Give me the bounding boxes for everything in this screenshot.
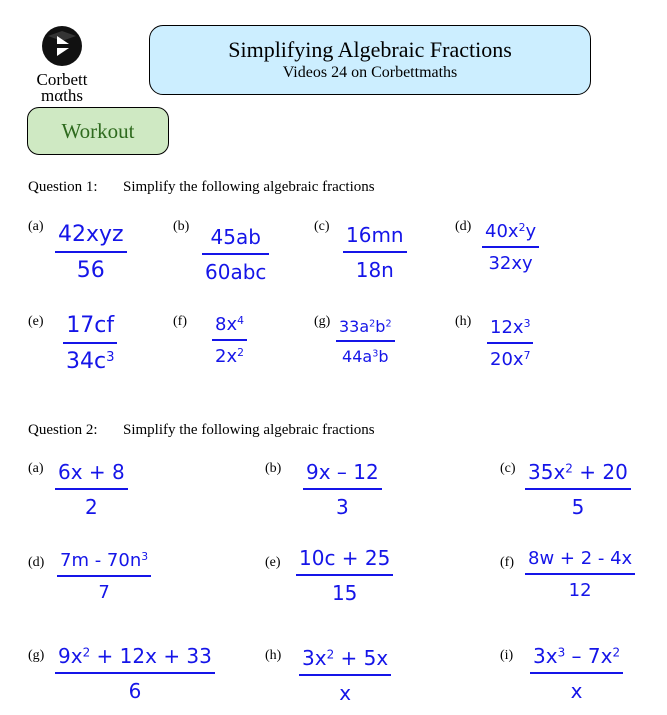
q2h-denominator: x <box>339 681 352 705</box>
q2g-label: (g) <box>28 648 45 663</box>
q2b-fraction <box>303 460 382 519</box>
q2g-fraction <box>55 644 215 703</box>
q2d-denominator: 7 <box>98 582 110 603</box>
fraction-bar <box>303 488 382 490</box>
q1g-fraction <box>336 317 395 366</box>
q1c-label: (c) <box>314 219 330 234</box>
q2d-label: (d) <box>28 555 45 570</box>
q2i-fraction <box>530 644 623 703</box>
fraction-bar <box>525 488 631 490</box>
fraction-bar <box>299 674 391 676</box>
q2b-numerator: 9x – 12 <box>306 460 379 484</box>
q2i-numerator: $3x^3 - 7x^2$ <box>533 644 621 668</box>
q2g-denominator: 6 <box>128 679 142 703</box>
fraction-bar <box>57 575 151 577</box>
q1g-denominator: $44a^3b$ <box>342 347 389 366</box>
fraction-bar <box>525 573 635 575</box>
q2f-numerator: 8w + 2 - 4x <box>528 548 633 569</box>
fraction-bar <box>530 672 623 674</box>
q1f-fraction <box>212 314 247 367</box>
q2c-fraction <box>525 460 631 519</box>
q1d-label: (d) <box>455 219 472 234</box>
q2g-numerator: $9x^2 + 12x + 33$ <box>58 644 212 668</box>
q1c-numerator: 16mn <box>346 223 404 247</box>
q1a-denominator: 56 <box>76 258 105 283</box>
q1a-fraction <box>55 222 127 283</box>
q1g-label: (g) <box>314 314 331 329</box>
q1d-denominator: 32xy <box>488 253 533 274</box>
q1e-label: (e) <box>28 314 44 329</box>
q2e-numerator: 10c + 25 <box>299 546 391 570</box>
page-subtitle: Videos 24 on Corbettmaths <box>282 64 458 81</box>
fraction-bar <box>296 574 393 576</box>
q2e-denominator: 15 <box>331 581 358 605</box>
page-title: Simplifying Algebraic Fractions <box>228 37 512 62</box>
play-logo-icon <box>40 24 84 68</box>
question2-prompt: Simplify the following algebraic fractions <box>123 422 375 438</box>
q2f-fraction <box>525 548 635 601</box>
q1b-label: (b) <box>173 219 190 234</box>
q1a-numerator: 42xyz <box>58 222 124 247</box>
q1c-denominator: 18n <box>355 258 394 282</box>
q2d-fraction <box>57 550 151 603</box>
q2a-label: (a) <box>28 461 44 476</box>
q1e-fraction <box>63 313 117 374</box>
q2c-label: (c) <box>500 461 516 476</box>
workout-badge: Workout <box>27 107 169 155</box>
q2b-label: (b) <box>265 461 282 476</box>
question1-number: Question 1: <box>28 179 98 195</box>
question1-prompt: Simplify the following algebraic fractions <box>123 179 375 195</box>
logo-text-line1: Corbett <box>36 70 88 89</box>
q2e-fraction <box>296 546 393 605</box>
q1d-fraction <box>482 221 539 274</box>
q1e-denominator: $34c^3$ <box>66 349 115 374</box>
q1f-label: (f) <box>173 314 187 329</box>
q2a-fraction <box>55 460 128 519</box>
q1b-denominator: 60abc <box>205 260 267 284</box>
q1h-denominator: $20x^7$ <box>490 349 531 370</box>
q2h-fraction <box>299 646 391 705</box>
q1h-label: (h) <box>455 314 472 329</box>
q1b-fraction <box>202 225 269 284</box>
fraction-bar <box>212 339 247 341</box>
q2e-label: (e) <box>265 555 281 570</box>
fraction-bar <box>55 488 128 490</box>
q1f-denominator: $2x^2$ <box>215 346 244 367</box>
fraction-bar <box>55 672 215 674</box>
q2a-numerator: 6x + 8 <box>58 460 125 484</box>
corbettmaths-logo <box>22 24 102 104</box>
q1f-numerator: $8x^4$ <box>215 314 244 335</box>
q1h-numerator: $12x^3$ <box>490 317 531 338</box>
q2a-denominator: 2 <box>85 495 98 519</box>
q1c-fraction <box>343 223 407 282</box>
q2f-denominator: 12 <box>568 580 592 601</box>
title-box <box>149 25 591 95</box>
fraction-bar <box>343 251 407 253</box>
fraction-bar <box>202 253 269 255</box>
fraction-bar <box>63 342 117 344</box>
q1d-numerator: $40x^2y$ <box>485 221 537 242</box>
fraction-bar <box>487 342 533 344</box>
fraction-bar <box>336 340 395 342</box>
q2f-label: (f) <box>500 555 514 570</box>
fraction-bar <box>482 246 539 248</box>
fraction-bar <box>55 251 127 253</box>
q1e-numerator: 17cf <box>66 313 115 338</box>
question2-heading <box>28 422 375 439</box>
q2i-denominator: x <box>570 679 583 703</box>
logo-text-line2: mαths <box>41 86 83 105</box>
q1g-numerator: $33a^2b^2$ <box>339 317 392 336</box>
q2i-label: (i) <box>500 648 514 663</box>
question2-number: Question 2: <box>28 422 98 438</box>
q2h-label: (h) <box>265 648 282 663</box>
q1h-fraction <box>487 317 533 370</box>
q2c-denominator: 5 <box>571 495 585 519</box>
q2h-numerator: $3x^2 + 5x$ <box>302 646 389 670</box>
q2c-numerator: $35x^2 + 20$ <box>528 460 628 484</box>
question1-heading <box>28 179 375 196</box>
q1b-numerator: 45ab <box>210 225 261 249</box>
q1a-label: (a) <box>28 219 44 234</box>
q2b-denominator: 3 <box>336 495 349 519</box>
q2d-numerator: $7m - 70n^3$ <box>60 550 149 571</box>
